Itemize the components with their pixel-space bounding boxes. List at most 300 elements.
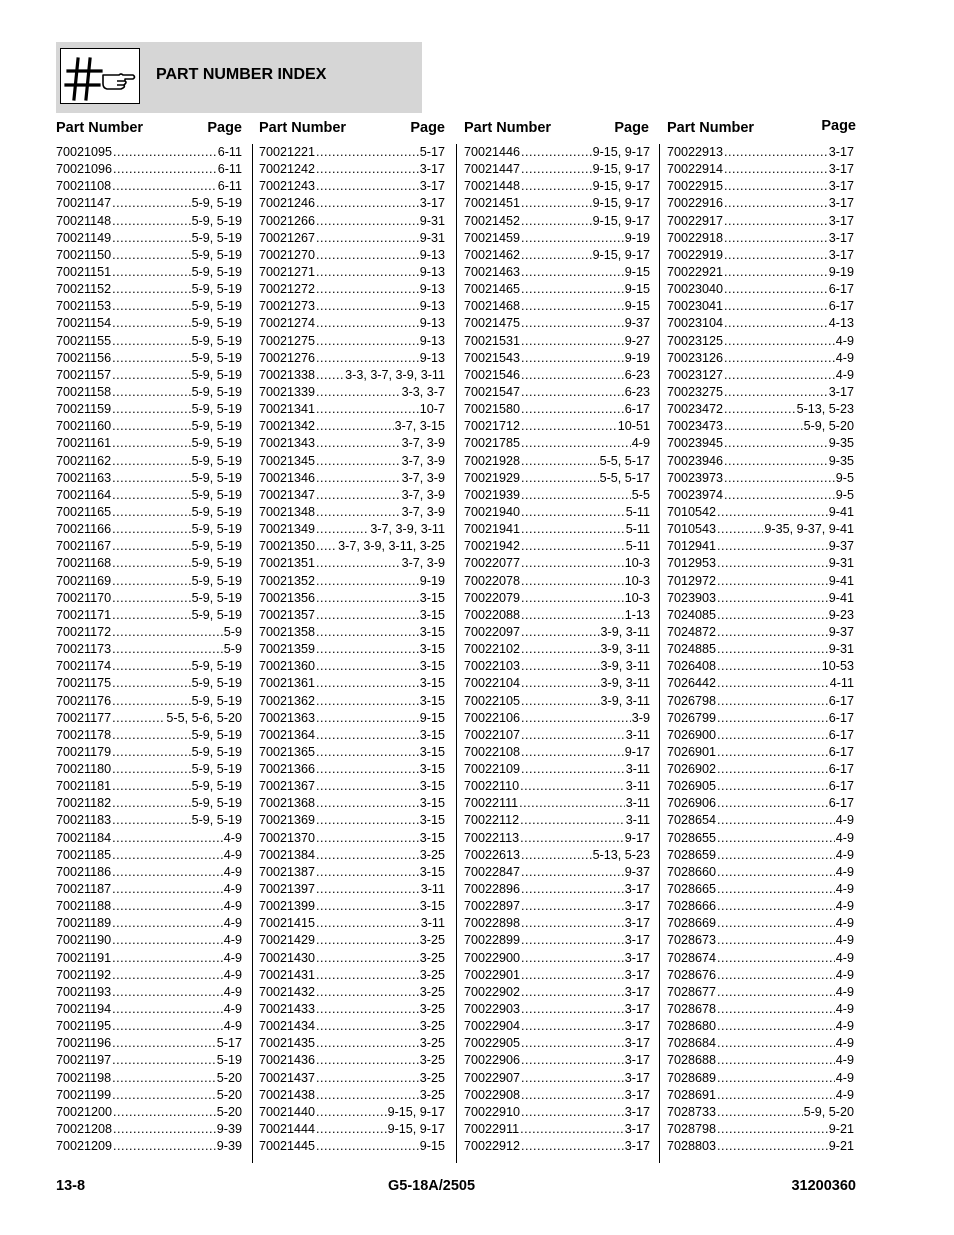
page-reference: 3-17 — [828, 145, 854, 159]
page-reference: 4-9 — [835, 847, 854, 862]
page-reference: 5-9, 5-19 — [191, 230, 242, 245]
dot-leader — [521, 1001, 624, 1018]
page-reference: 3-17 — [624, 1087, 650, 1102]
part-number: 70021435 — [259, 1036, 316, 1051]
part-number: 70021174 — [56, 659, 112, 674]
index-entry — [259, 710, 445, 727]
index-entry — [56, 195, 242, 212]
dot-leader — [316, 333, 419, 350]
dot-leader — [316, 812, 419, 829]
page-reference: 3-25 — [419, 1036, 445, 1051]
dot-leader — [724, 161, 828, 178]
dot-leader — [112, 1070, 216, 1087]
index-entry — [259, 247, 445, 264]
index-entry — [56, 607, 242, 624]
index-entry — [464, 607, 650, 624]
dot-leader — [521, 967, 624, 984]
index-entry — [259, 333, 445, 350]
page-reference: 5-20 — [216, 1087, 242, 1102]
part-number: 70021192 — [56, 967, 112, 982]
part-number: 70021149 — [56, 230, 112, 245]
part-number: 70021365 — [259, 744, 316, 759]
page-reference: 9-31 — [419, 213, 445, 228]
index-entry — [464, 573, 650, 590]
page-reference: 3-15 — [419, 830, 445, 845]
part-number: 7028659 — [667, 847, 717, 862]
index-entry — [259, 1052, 445, 1069]
index-entry — [464, 744, 650, 761]
page-reference: 9-5 — [835, 487, 854, 502]
part-number: 70022097 — [464, 624, 521, 639]
dot-leader — [316, 487, 401, 504]
index-entry — [56, 693, 242, 710]
dot-leader — [717, 864, 835, 881]
dot-leader — [112, 264, 190, 281]
part-number: 70021368 — [259, 796, 316, 811]
dot-leader — [112, 761, 190, 778]
part-number: 7010543 — [667, 522, 717, 537]
part-number: 70021942 — [464, 539, 521, 554]
part-number: 70021147 — [56, 196, 112, 211]
page-reference: 4-9 — [835, 350, 854, 365]
index-entry — [464, 213, 650, 230]
index-entry — [56, 864, 242, 881]
dot-leader — [521, 350, 624, 367]
part-number: 7026799 — [667, 710, 717, 725]
page-reference: 9-15, 9-17 — [387, 1104, 445, 1119]
dot-leader — [724, 144, 828, 161]
index-column-2 — [259, 144, 445, 1155]
part-number: 7028678 — [667, 1002, 717, 1017]
page-reference: 4-13 — [828, 316, 854, 331]
page-reference: 9-15 — [419, 1139, 445, 1154]
index-entry — [464, 401, 650, 418]
page-reference: 3-17 — [828, 247, 854, 262]
index-entry — [464, 418, 650, 435]
page-reference: 6-17 — [828, 299, 854, 314]
page-reference: 3-7, 3-9, 3-11, 3-25 — [338, 539, 445, 554]
page-reference: 9-17 — [624, 744, 650, 759]
dot-leader — [521, 213, 592, 230]
page-reference: 3-11 — [420, 916, 445, 931]
part-number: 70023275 — [667, 384, 724, 399]
index-entry — [667, 350, 854, 367]
page-reference: 4-11 — [829, 676, 854, 691]
page-reference: 5-9, 5-19 — [191, 539, 242, 554]
index-entry — [259, 1104, 445, 1121]
index-entry — [56, 744, 242, 761]
page-reference: 3-7, 3-9 — [401, 487, 445, 502]
page-reference: 4-9 — [223, 864, 242, 879]
dot-leader — [521, 470, 599, 487]
dot-leader — [521, 915, 624, 932]
dot-leader — [521, 195, 592, 212]
index-entry — [259, 161, 445, 178]
page-reference: 6-23 — [624, 384, 650, 399]
part-number: 70021452 — [464, 213, 521, 228]
index-entry — [464, 624, 650, 641]
part-number: 70021363 — [259, 710, 316, 725]
index-entry — [56, 590, 242, 607]
index-entry — [464, 161, 650, 178]
index-entry — [667, 230, 854, 247]
dot-leader — [112, 178, 217, 195]
page-reference: 3-15 — [419, 864, 445, 879]
index-entry — [56, 418, 242, 435]
part-number: 70021276 — [259, 350, 316, 365]
index-entry — [667, 1121, 854, 1138]
part-number: 70022903 — [464, 1002, 521, 1017]
part-number: 70021159 — [56, 402, 112, 417]
index-entry — [667, 727, 854, 744]
dot-leader — [112, 812, 190, 829]
index-entry — [259, 1087, 445, 1104]
index-entry — [667, 281, 854, 298]
dot-leader — [316, 693, 419, 710]
part-number: 70022113 — [464, 830, 520, 845]
dot-leader — [316, 470, 401, 487]
page-reference: 3-7, 3-9 — [401, 556, 445, 571]
dot-leader — [520, 778, 625, 795]
part-number: 70021095 — [56, 145, 113, 159]
part-number: 70021156 — [56, 350, 112, 365]
part-number: 70021273 — [259, 299, 316, 314]
index-entry — [464, 178, 650, 195]
page-reference: 4-9 — [835, 1053, 854, 1068]
page-reference: 3-9, 3-11 — [600, 676, 650, 691]
part-number: 70021221 — [259, 145, 316, 159]
index-entry — [56, 1018, 242, 1035]
dot-leader — [521, 932, 624, 949]
page-reference: 3-17 — [624, 933, 650, 948]
dot-leader — [316, 624, 419, 641]
page-reference: 5-9, 5-19 — [191, 196, 242, 211]
dot-leader — [521, 950, 624, 967]
part-number: 7028660 — [667, 864, 717, 879]
part-number: 70021267 — [259, 230, 316, 245]
index-entry — [464, 298, 650, 315]
dot-leader — [112, 727, 190, 744]
dot-leader — [717, 932, 835, 949]
page-reference: 5-5, 5-6, 5-20 — [166, 710, 242, 725]
index-entry — [56, 778, 242, 795]
index-entry — [259, 281, 445, 298]
dot-leader — [316, 521, 369, 538]
dot-leader — [519, 795, 625, 812]
index-entry — [667, 504, 854, 521]
index-entry — [259, 178, 445, 195]
dot-leader — [724, 453, 828, 470]
index-entry — [667, 1018, 854, 1035]
index-entry — [259, 932, 445, 949]
dot-leader — [521, 418, 617, 435]
part-number: 70023945 — [667, 436, 724, 451]
dot-leader — [316, 418, 394, 435]
index-entry — [667, 213, 854, 230]
part-number: 70023104 — [667, 316, 724, 331]
page-reference: 9-37 — [624, 316, 650, 331]
page-reference: 6-23 — [624, 367, 650, 382]
part-number: 70021451 — [464, 196, 521, 211]
dot-leader — [112, 778, 190, 795]
part-number: 70022916 — [667, 196, 724, 211]
dot-leader — [724, 195, 828, 212]
part-number: 7023903 — [667, 590, 717, 605]
part-number: 70021928 — [464, 453, 521, 468]
part-number: 7026902 — [667, 762, 717, 777]
part-number: 7028654 — [667, 813, 717, 828]
part-number: 70021367 — [259, 779, 316, 794]
page-reference: 3-25 — [419, 847, 445, 862]
part-number: 70022900 — [464, 950, 521, 965]
dot-leader — [717, 555, 828, 572]
part-number: 70021208 — [56, 1122, 113, 1137]
index-entry — [464, 555, 650, 572]
page-reference: 4-9 — [223, 882, 242, 897]
page-reference: 5-9, 5-19 — [191, 693, 242, 708]
dot-leader — [316, 658, 419, 675]
dot-leader — [112, 315, 190, 332]
dot-leader — [112, 453, 190, 470]
part-number: 70021153 — [56, 299, 112, 314]
part-number: 70021343 — [259, 436, 316, 451]
dot-leader — [316, 230, 419, 247]
dot-leader — [717, 761, 828, 778]
dot-leader — [717, 1035, 835, 1052]
part-number: 70021369 — [259, 813, 316, 828]
page-reference: 3-9, 3-11 — [600, 642, 650, 657]
dot-leader — [316, 727, 419, 744]
part-number: 70022106 — [464, 710, 521, 725]
dot-leader — [724, 315, 828, 332]
part-number: 70021437 — [259, 1070, 316, 1085]
part-number: 7024872 — [667, 624, 717, 639]
page-reference: 5-9 — [223, 624, 242, 639]
dot-leader — [717, 727, 828, 744]
page-reference: 5-20 — [216, 1104, 242, 1119]
page-reference: 9-41 — [828, 504, 854, 519]
index-entry — [667, 1104, 854, 1121]
part-number: 70021175 — [56, 676, 112, 691]
part-number: 70021366 — [259, 762, 316, 777]
page-reference: 3-11 — [625, 762, 650, 777]
part-number: 70022613 — [464, 847, 521, 862]
page-reference: 3-25 — [419, 933, 445, 948]
page-reference: 3-17 — [624, 1104, 650, 1119]
dot-leader — [521, 401, 624, 418]
index-entry — [259, 401, 445, 418]
part-number: 70022904 — [464, 1019, 521, 1034]
index-entry — [56, 350, 242, 367]
dot-leader — [717, 1104, 803, 1121]
dot-leader — [520, 812, 625, 829]
page-reference: 9-5 — [835, 470, 854, 485]
dot-leader — [521, 864, 624, 881]
page-reference: 4-9 — [835, 1002, 854, 1017]
page-reference: 6-17 — [624, 402, 650, 417]
page-reference: 5-9, 5-20 — [803, 1104, 854, 1119]
part-number: 70021342 — [259, 419, 316, 434]
dot-leader — [717, 538, 828, 555]
index-entry — [56, 538, 242, 555]
index-entry — [464, 470, 650, 487]
dot-leader — [112, 950, 223, 967]
part-number: 70021352 — [259, 573, 316, 588]
dot-leader — [521, 435, 631, 452]
dot-leader — [112, 693, 190, 710]
column-heading-2 — [259, 120, 445, 138]
heading-part-number: Part Number — [667, 120, 755, 136]
page-reference: 3-25 — [419, 967, 445, 982]
dot-leader — [112, 281, 190, 298]
dot-leader — [717, 830, 835, 847]
index-entry — [464, 967, 650, 984]
index-entry — [667, 144, 854, 161]
page-reference: 4-9 — [835, 367, 854, 382]
page-reference: 5-19 — [216, 1053, 242, 1068]
page-reference: 9-13 — [419, 350, 445, 365]
part-number: 70021150 — [56, 247, 112, 262]
page-reference: 4-9 — [631, 436, 650, 451]
page-reference: 9-19 — [828, 264, 854, 279]
part-number: 70021434 — [259, 1019, 316, 1034]
part-number: 70021170 — [56, 590, 112, 605]
part-number: 70023472 — [667, 402, 724, 417]
index-entry — [464, 898, 650, 915]
column-heading-3 — [464, 120, 649, 138]
dot-leader — [112, 504, 190, 521]
part-number: 7028798 — [667, 1122, 717, 1137]
dot-leader — [316, 761, 419, 778]
index-entry — [56, 950, 242, 967]
part-number: 70021272 — [259, 282, 316, 297]
part-number: 70021712 — [464, 419, 521, 434]
part-number: 70021465 — [464, 282, 521, 297]
page-reference: 3-11 — [625, 796, 650, 811]
dot-leader — [724, 230, 828, 247]
page-reference: 5-5, 5-17 — [599, 453, 650, 468]
dot-leader — [521, 161, 592, 178]
part-number: 70021198 — [56, 1070, 112, 1085]
dot-leader — [112, 1035, 216, 1052]
dot-leader — [112, 521, 190, 538]
index-entry — [464, 812, 650, 829]
dot-leader — [316, 1052, 419, 1069]
page-reference: 3-17 — [624, 1036, 650, 1051]
dot-leader — [521, 315, 624, 332]
page-reference: 3-17 — [828, 230, 854, 245]
index-entry — [259, 418, 445, 435]
page-reference: 9-15 — [624, 282, 650, 297]
page-reference: 4-9 — [223, 967, 242, 982]
part-number: 70021356 — [259, 590, 316, 605]
dot-leader — [316, 607, 419, 624]
dot-leader — [316, 555, 401, 572]
part-number: 70021433 — [259, 1002, 316, 1017]
index-entry — [667, 658, 854, 675]
part-number: 70021446 — [464, 145, 521, 159]
hash-pointing-hand-icon — [61, 49, 141, 105]
index-entry — [56, 761, 242, 778]
page-reference: 3-15 — [419, 744, 445, 759]
page-reference: 4-9 — [835, 882, 854, 897]
dot-leader — [717, 658, 821, 675]
page-reference: 3-7, 3-15 — [394, 419, 445, 434]
dot-leader — [521, 298, 624, 315]
page-reference: 5-11 — [625, 539, 650, 554]
heading-page: Page — [614, 120, 649, 136]
index-entry — [464, 675, 650, 692]
part-number: 70021785 — [464, 436, 521, 451]
index-entry — [667, 384, 854, 401]
part-number: 70021468 — [464, 299, 521, 314]
dot-leader — [521, 693, 599, 710]
part-number: 70021193 — [56, 984, 112, 999]
part-number: 70021436 — [259, 1053, 316, 1068]
part-number: 70022897 — [464, 899, 521, 914]
page-reference: 3-17 — [624, 1122, 650, 1137]
part-number: 70023974 — [667, 487, 724, 502]
index-entry — [464, 915, 650, 932]
dot-leader — [717, 1070, 835, 1087]
page-reference: 4-9 — [835, 813, 854, 828]
part-number: 7028733 — [667, 1104, 717, 1119]
index-entry — [464, 230, 650, 247]
index-entry — [464, 1121, 650, 1138]
part-number: 70022102 — [464, 642, 521, 657]
page-reference: 3-15 — [419, 676, 445, 691]
dot-leader — [316, 881, 420, 898]
index-entry — [667, 847, 854, 864]
index-entry — [259, 230, 445, 247]
index-entry — [464, 367, 650, 384]
part-number: 70021158 — [56, 384, 112, 399]
part-number: 70021191 — [56, 950, 112, 965]
index-entry — [56, 1035, 242, 1052]
dot-leader — [717, 778, 828, 795]
page-reference: 10-3 — [624, 573, 650, 588]
index-entry — [56, 1052, 242, 1069]
index-entry — [667, 641, 854, 658]
dot-leader — [316, 898, 419, 915]
page-reference: 5-9, 5-19 — [191, 402, 242, 417]
part-number: 70021194 — [56, 1002, 112, 1017]
dot-leader — [724, 213, 828, 230]
dot-leader — [316, 401, 419, 418]
part-number: 70021358 — [259, 624, 316, 639]
dot-leader — [521, 1052, 624, 1069]
dot-leader — [521, 247, 592, 264]
dot-leader — [724, 435, 828, 452]
index-entry — [259, 847, 445, 864]
dot-leader — [717, 984, 835, 1001]
page-reference: 3-17 — [828, 162, 854, 177]
index-entry — [464, 504, 650, 521]
index-entry — [667, 555, 854, 572]
page-reference: 9-37 — [624, 864, 650, 879]
dot-leader — [316, 1001, 419, 1018]
dot-leader — [521, 761, 625, 778]
dot-leader — [521, 590, 624, 607]
part-number: 70021164 — [56, 487, 112, 502]
dot-leader — [724, 247, 828, 264]
index-entry — [56, 230, 242, 247]
dot-leader — [717, 950, 835, 967]
dot-leader — [521, 744, 624, 761]
index-entry — [259, 195, 445, 212]
page-reference: 5-13, 5-23 — [592, 847, 650, 862]
index-entry — [464, 538, 650, 555]
